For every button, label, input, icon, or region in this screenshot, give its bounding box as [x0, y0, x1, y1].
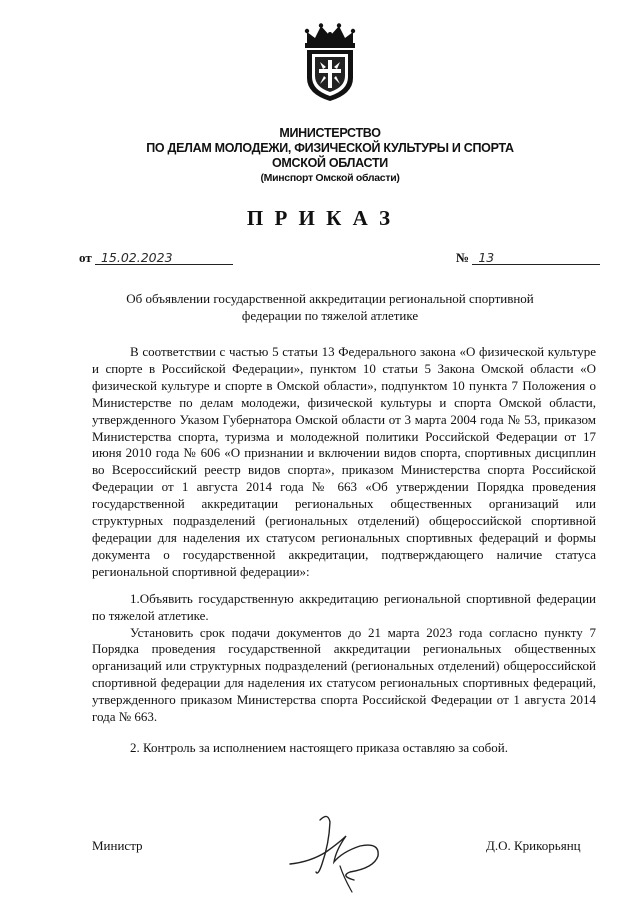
order-number — [456, 250, 600, 266]
signatory-position: Министр — [92, 838, 143, 853]
document-title: П Р И К А З — [246, 206, 394, 230]
ministry-short-name: (Минспорт Омской области) — [260, 172, 400, 184]
date-value: 15.02.2023 — [95, 252, 233, 265]
handwritten-signature-icon — [280, 806, 390, 898]
omsk-coat-of-arms-icon — [299, 22, 361, 102]
order-body — [92, 344, 596, 757]
subject-line-2: федерации по тяжелой атлетике — [241, 308, 419, 323]
ministry-name-line1: МИНИСТЕРСТВО — [279, 126, 381, 140]
subject-line-1: Об объявлении государственной аккредитации региональной спортивной — [126, 291, 534, 306]
item-1-paragraph: 1.Объявить государственную аккредитацию региональной спортивной федерации по тяжелой атлетике. — [92, 590, 596, 623]
number-prefix: № — [456, 250, 470, 265]
ministry-name-line2: ПО ДЕЛАМ МОЛОДЕЖИ, ФИЗИЧЕСКОЙ КУЛЬТУРЫ И СПОРТА — [146, 141, 514, 155]
item-2-paragraph: 2. Контроль за исполнением настоящего приказа оставляю за собой. — [130, 739, 508, 755]
ministry-name-line3: ОМСКОЙ ОБЛАСТИ — [272, 156, 388, 170]
deadline-paragraph: Установить срок подачи документов до 21 марта 2023 года согласно пункту 7 Порядка проведения государственной аккредитации региональных общественных организаций или структурных подразделений (региональных отделений) общероссийской спортивной федерации для наделения их статусом региональных спортивных федераций, утвержденного приказом Министерства спорта Российской Федерации от 1 августа 2014 года № 663. — [92, 624, 596, 725]
legal-basis-paragraph: В соответствии с частью 5 статьи 13 Федерального закона «О физической культуре и спорте в Российской Федерации», пунктом 10 статьи 5 Закона Омской области «О физической культуре и спорте в Омской области», подпунктом 10 пункта 7 Положения о Министерстве по делам молодежи, физической культуры и спорта Омской области, утвержденного Указом Губернатора Омской области от 3 марта 2004 года № 53, приказом Министерства спорта, туризма и молодежной политики Российской Федерации от 17 июня 2010 года № 606 «О признании и включении видов спорта, спортивных дисциплин во Всероссийский реестр видов спорта», приказом Министерства спорта Российской Федерации от 1 августа 2014 года № 663 «Об утверждении Порядка проведения государственной аккредитации региональных общественных организаций или структурных подразделений (региональных отделений) общероссийской спортивной федерации для наделения их статусом региональных спортивных федераций и формы документа о государственной аккредитации, подтверждающего наличие статуса региональной спортивной федерации»: — [92, 344, 596, 579]
order-date — [79, 250, 233, 266]
order-subject — [92, 290, 568, 324]
number-value: 13 — [472, 252, 600, 265]
ministry-header — [80, 126, 580, 186]
date-prefix: от — [79, 250, 92, 265]
signatory-name: Д.О. Крикорьянц — [486, 838, 581, 853]
